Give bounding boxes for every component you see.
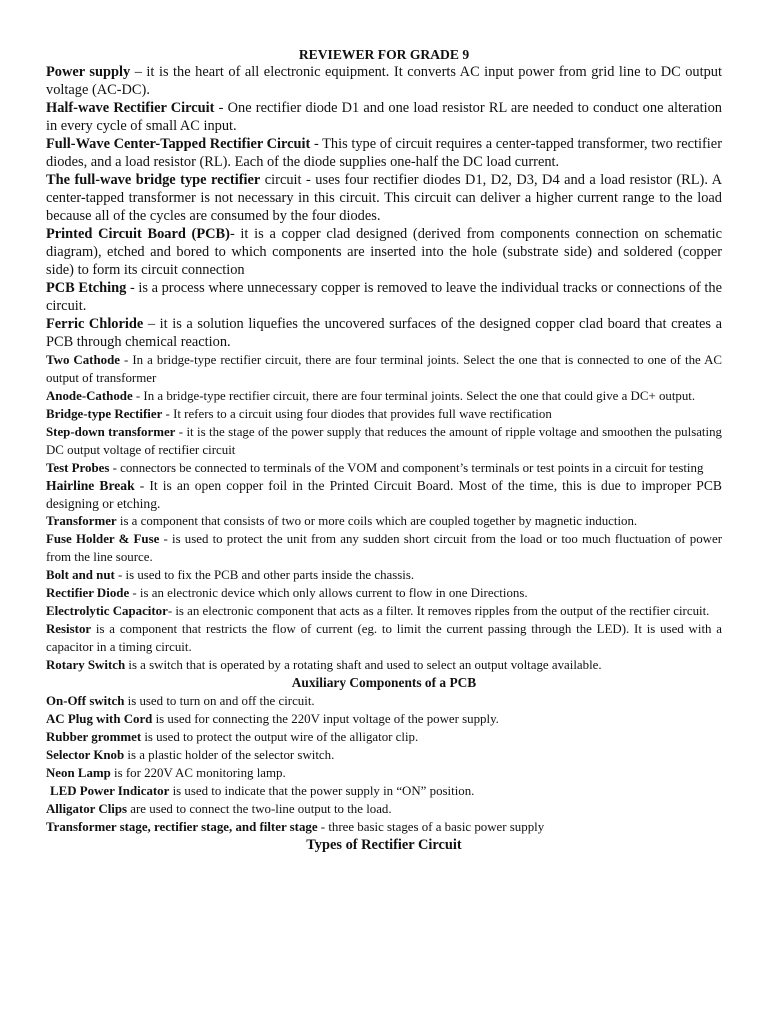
- term: Test Probes: [46, 461, 110, 475]
- aux-selector-knob: [46, 746, 722, 764]
- aux-led-indicator: [46, 782, 722, 800]
- definition: - connectors be connected to terminals of the VOM and component’s terminals or test points in a circuit for testing: [109, 461, 704, 475]
- entry-electrolytic-capacitor: [46, 602, 722, 620]
- entry-power-supply: [46, 63, 722, 99]
- term: Transformer stage, rectifier stage, and filter stage: [46, 819, 318, 834]
- term: Fuse Holder & Fuse: [46, 532, 160, 546]
- definition: is a component that restricts the flow of current (eg. to limit the current passing through the LED). It is used with a capacitor in a timing circuit.: [46, 622, 722, 654]
- definition: - it is a copper clad designed (derived from components connection on schematic diagram), etched and bored to which components are inserted into the hole (substrate side) and soldered (copper side) to form its circuit connection: [46, 226, 722, 278]
- term: Resistor: [46, 622, 92, 636]
- aux-stages: [46, 818, 722, 836]
- entry-full-wave-bridge: [46, 171, 722, 225]
- aux-on-off-switch: [46, 692, 722, 710]
- term: Electrolytic Capacitor: [46, 604, 168, 618]
- term: Ferric Chloride: [46, 316, 144, 332]
- definition: - is used to fix the PCB and other parts inside the chassis.: [114, 568, 415, 582]
- section-heading-types: Types of Rectifier Circuit: [306, 836, 462, 853]
- definition: – it is the heart of all electronic equipment. It converts AC input power from grid line to DC output voltage (AC-DC).: [46, 64, 722, 98]
- definition: - In a bridge-type rectifier circuit, there are four terminal joints. Select the one that is connected to one of the AC output of transformer: [46, 353, 722, 385]
- aux-rubber-grommet: [46, 728, 722, 746]
- definition: circuit - uses four rectifier diodes D1, D2, D3, D4 and a load resistor (RL). A center-tapped transformer is not necessary in this circuit. This circuit can deliver a higher current range to the load because all of the cycles are consumed by the four diodes.: [46, 172, 722, 224]
- definition: - is an electronic device which only allows current to flow in one Directions.: [129, 586, 528, 600]
- term: Full-Wave Center-Tapped Rectifier Circuit: [46, 136, 311, 152]
- term: Rubber grommet: [46, 729, 142, 744]
- aux-ac-plug: [46, 710, 722, 728]
- entry-two-cathode: [46, 351, 722, 387]
- definition: is used to turn on and off the circuit.: [124, 693, 315, 708]
- definition: - It is an open copper foil in the Printed Circuit Board. Most of the time, this is due to improper PCB designing or etching.: [46, 478, 722, 511]
- term: Rectifier Diode: [46, 586, 130, 600]
- aux-neon-lamp: [46, 764, 722, 782]
- entry-pcb: [46, 225, 722, 279]
- entry-full-wave-center-tapped: [46, 135, 722, 171]
- term: Neon Lamp: [46, 765, 111, 780]
- term: Printed Circuit Board (PCB): [46, 226, 230, 242]
- term: Transformer: [46, 514, 117, 528]
- term: Half-wave Rectifier Circuit: [46, 100, 215, 116]
- aux-alligator-clips: [46, 800, 722, 818]
- term: AC Plug with Cord: [46, 711, 153, 726]
- definition: - is used to protect the unit from any sudden short circuit from the load or too much fluctuation of power from the line source.: [46, 532, 722, 564]
- term: LED Power Indicator: [50, 783, 170, 798]
- definition: is used for connecting the 220V input voltage of the power supply.: [152, 711, 499, 726]
- definition: is a plastic holder of the selector switch.: [124, 747, 335, 762]
- term: On-Off switch: [46, 693, 125, 708]
- definition: is used to protect the output wire of the alligator clip.: [141, 729, 419, 744]
- section-heading-auxiliary: Auxiliary Components of a PCB: [291, 675, 477, 690]
- entry-bolt-and-nut: [46, 566, 722, 584]
- term: Selector Knob: [46, 747, 125, 762]
- definition: - is a process where unnecessary copper is removed to leave the individual tracks or connections of the circuit.: [46, 280, 723, 314]
- entry-rectifier-diode: [46, 584, 722, 602]
- definition: - is an electronic component that acts as a filter. It removes ripples from the output of the rectifier circuit.: [167, 604, 710, 618]
- definition: - It refers to a circuit using four diodes that provides full wave rectification: [162, 407, 552, 421]
- term: The full-wave bridge type rectifier: [46, 172, 261, 188]
- term: Two Cathode: [46, 353, 120, 367]
- definition: - it is the stage of the power supply that reduces the amount of ripple voltage and smoothen the pulsating DC output voltage of rectifier circuit: [46, 425, 722, 457]
- entry-ferric-chloride: [46, 315, 722, 351]
- entry-step-down-transformer: [46, 423, 722, 459]
- entry-transformer: [46, 512, 722, 530]
- term: Rotary Switch: [46, 658, 126, 672]
- definition: - This type of circuit requires a center-tapped transformer, two rectifier diodes, and a load resistor (RL). Each of the diode supplies one-half the DC load current.: [46, 136, 722, 170]
- entry-half-wave: [46, 99, 722, 135]
- definition: is a component that consists of two or more coils which are coupled together by magnetic induction.: [116, 514, 638, 528]
- entry-pcb-etching: [46, 279, 722, 315]
- entry-test-probes: [46, 459, 722, 477]
- term: Bridge-type Rectifier: [46, 407, 163, 421]
- definition: is for 220V AC monitoring lamp.: [110, 765, 286, 780]
- definition: is a switch that is operated by a rotating shaft and used to select an output voltage available.: [125, 658, 602, 672]
- page-title: REVIEWER FOR GRADE 9: [298, 47, 470, 62]
- term: Hairline Break: [46, 478, 135, 493]
- term: PCB Etching: [46, 280, 127, 296]
- term: Anode-Cathode: [46, 389, 133, 403]
- entry-resistor: [46, 620, 722, 656]
- definition: are used to connect the two-line output to the load.: [127, 801, 392, 816]
- definition: is used to indicate that the power supply in “ON” position.: [169, 783, 475, 798]
- term: Power supply: [46, 64, 131, 80]
- entry-hairline-break: [46, 477, 722, 512]
- entry-rotary-switch: [46, 656, 722, 674]
- term: Step-down transformer: [46, 425, 176, 439]
- entry-fuse-holder: [46, 530, 722, 566]
- definition: - In a bridge-type rectifier circuit, there are four terminal joints. Select the one that could give a DC+ output.: [132, 389, 696, 403]
- term: Alligator Clips: [46, 801, 128, 816]
- term: Bolt and nut: [46, 568, 115, 582]
- entry-bridge-type-rectifier: [46, 405, 722, 423]
- definition: - One rectifier diode D1 and one load resistor RL are needed to conduct one alteration in every cycle of small AC input.: [46, 100, 722, 134]
- entry-anode-cathode: [46, 387, 722, 405]
- definition: - three basic stages of a basic power supply: [317, 819, 545, 834]
- definition: – it is a solution liquefies the uncovered surfaces of the designed copper clad board that creates a PCB through chemical reaction.: [46, 316, 723, 350]
